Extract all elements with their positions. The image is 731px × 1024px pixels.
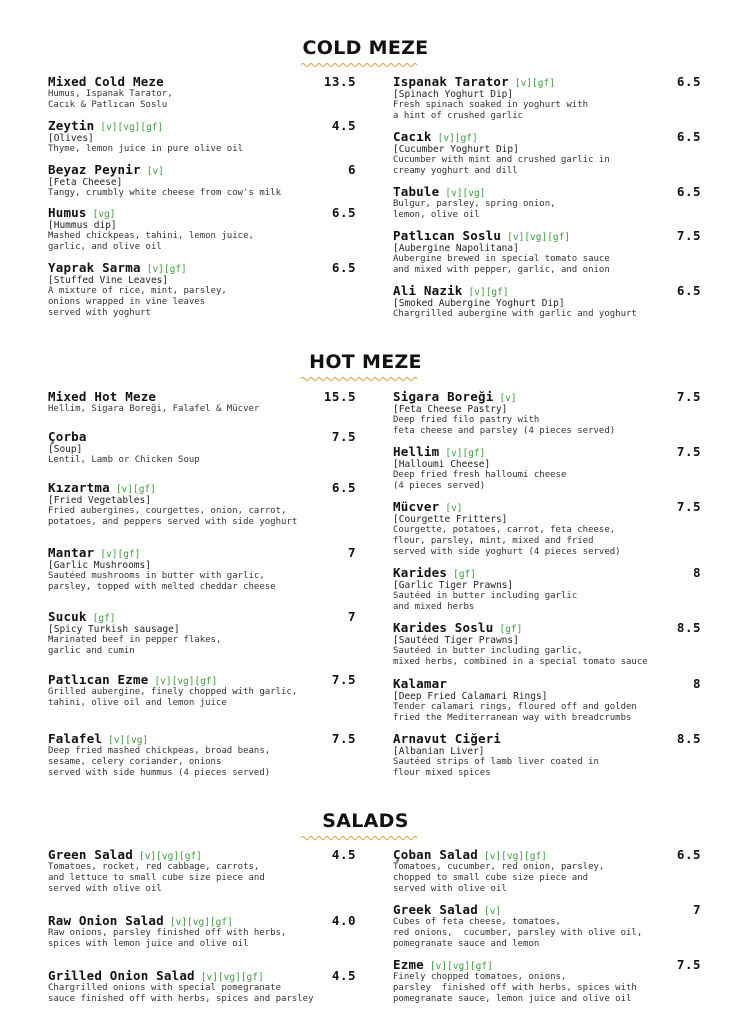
menu-item-price: 4.5 <box>331 118 356 133</box>
menu-item-description: Aubergine brewed in special tomato sauce and mixed with pepper, garlic, and onion <box>393 254 610 275</box>
menu-item <box>48 162 356 199</box>
menu-item-name: Yaprak Sarma <box>48 260 141 275</box>
menu-item-name: Karides <box>393 565 448 580</box>
menu-item-price: 15.5 <box>323 389 356 404</box>
menu-item <box>393 565 701 613</box>
menu-item-description: Deep fried filo pastry with feta cheese and parsley (4 pieces served) <box>393 415 616 436</box>
dietary-tags: [v][vg] <box>108 735 149 746</box>
dietary-tags: [v][vg][gf] <box>138 851 202 862</box>
menu-item-price: 6.5 <box>331 260 356 275</box>
menu-item-name: Ezme <box>393 957 424 972</box>
menu-item <box>48 968 356 1005</box>
menu-item-subtitle: [Feta Cheese] <box>48 177 123 188</box>
menu-item-subtitle: [Garlic Tiger Prawns] <box>393 580 514 591</box>
menu-item-description: Mashed chickpeas, tahini, lemon juice, garlic, and olive oil <box>48 231 254 252</box>
menu-item-name: Karides Soslu <box>393 620 494 635</box>
dietary-tags: [v][vg][gf] <box>200 972 264 983</box>
menu-item-price: 8 <box>692 676 701 691</box>
menu-item-price: 6.5 <box>331 480 356 495</box>
menu-item-description: Hellim, Sigara Boreği, Falafel & Mücver <box>48 404 260 414</box>
dietary-tags: [v] <box>445 503 463 514</box>
menu-item-price: 6.5 <box>676 184 701 199</box>
menu-item-header <box>393 389 701 404</box>
menu-item-header <box>393 283 701 298</box>
menu-item <box>48 118 356 155</box>
menu-item-subtitle: [Sautéed Tiger Prawns] <box>393 635 519 646</box>
menu-item-description: Sautéed in butter including garlic and mixed herbs <box>393 591 578 612</box>
dietary-tags: [v][vg][gf] <box>100 122 164 133</box>
menu-item-header <box>48 429 356 444</box>
menu-item-name: Mixed Cold Meze <box>48 74 164 89</box>
menu-item-price: 7.5 <box>676 444 701 459</box>
menu-item-name: Mantar <box>48 545 95 560</box>
salads-title: SALADS <box>322 810 409 832</box>
menu-item-price: 7 <box>347 609 356 624</box>
menu-item-header <box>48 205 356 220</box>
dietary-tags: [v][gf] <box>514 78 555 89</box>
menu-item-subtitle: [Courgette Fritters] <box>393 514 508 525</box>
menu-item-price: 6.5 <box>676 74 701 89</box>
dietary-tags: [v] <box>483 906 502 917</box>
dietary-tags: [v][vg][gf] <box>429 961 493 972</box>
menu-item-name: Patlıcan Soslu <box>393 228 502 243</box>
menu-item-description: Sautéed mushrooms in butter with garlic, parsley, topped with melted cheddar cheese <box>48 571 276 592</box>
menu-item-name: Humus <box>48 205 87 220</box>
menu-item-description: Grilled aubergine, finely chopped with garlic, tahini, olive oil and lemon juice <box>48 687 298 708</box>
dietary-tags: [v][vg][gf] <box>169 917 233 928</box>
menu-item <box>48 731 356 779</box>
menu-item-price: 4.0 <box>331 913 356 928</box>
wavy-divider-icon <box>301 835 419 841</box>
menu-item-name: Kızartma <box>48 480 110 495</box>
menu-item-price: 4.5 <box>331 847 356 862</box>
menu-item-subtitle: [Aubergine Napolitana] <box>393 243 519 254</box>
menu-item-description: Chargrilled onions with special pomegranate sauce finished off with herbs, spices and parsley <box>48 983 314 1004</box>
menu-item-name: Green Salad <box>48 847 133 862</box>
menu-item-name: Falafel <box>48 731 103 746</box>
dietary-tags: [gf] <box>453 569 476 580</box>
menu-item-price: 6.5 <box>331 205 356 220</box>
menu-item-subtitle: [Halloumi Cheese] <box>393 459 491 470</box>
dietary-tags: [v][vg][gf] <box>483 851 547 862</box>
menu-item <box>48 913 356 950</box>
menu-item <box>48 260 356 319</box>
dietary-tags: [v][gf] <box>445 448 486 459</box>
menu-item-header <box>48 260 356 275</box>
menu-item-subtitle: [Stuffed Vine Leaves] <box>48 275 169 286</box>
menu-item-price: 7.5 <box>676 957 701 972</box>
menu-item-name: Beyaz Peynir <box>48 162 141 177</box>
menu-item-header <box>48 913 356 928</box>
menu-item-price: 6 <box>347 162 356 177</box>
dietary-tags: [v][gf] <box>468 287 509 298</box>
menu-item-price: 7.5 <box>676 389 701 404</box>
menu-item-description: Bulgur, parsley, spring onion, lemon, olive oil <box>393 199 556 220</box>
menu-item <box>393 847 701 895</box>
menu-item-name: Grilled Onion Salad <box>48 968 195 983</box>
wavy-divider-icon <box>301 62 419 68</box>
dietary-tags: [v][vg][gf] <box>154 676 218 687</box>
dietary-tags: [vg] <box>92 209 116 220</box>
menu-item <box>393 957 701 1005</box>
menu-item-subtitle: [Cucumber Yoghurt Dip] <box>393 144 519 155</box>
menu-item <box>393 676 701 724</box>
menu-item-description: Marinated beef in pepper flakes, garlic and cumin <box>48 635 222 656</box>
menu-item-description: Deep fried fresh halloumi cheese (4 pieces served) <box>393 470 567 491</box>
menu-item-name: Hellim <box>393 444 440 459</box>
menu-item-description: Thyme, lemon juice in pure olive oil <box>48 144 244 154</box>
menu-item-header <box>393 676 701 691</box>
menu-item-description: Tangy, crumbly white cheese from cow's milk <box>48 188 281 198</box>
menu-item-price: 7 <box>347 545 356 560</box>
menu-item-description: A mixture of rice, mint, parsley, onions wrapped in vine leaves served with yoghurt <box>48 286 227 318</box>
dietary-tags: [v][gf] <box>100 549 141 560</box>
menu-item-description: Deep fried mashed chickpeas, broad beans, sesame, celery coriander, onions served with side hummus (4 pieces served) <box>48 746 271 778</box>
menu-item-name: Raw Onion Salad <box>48 913 164 928</box>
menu-item-header <box>48 609 356 624</box>
menu-item-price: 8 <box>692 565 701 580</box>
wavy-divider-icon <box>301 376 419 382</box>
menu-item <box>393 283 701 320</box>
menu-item <box>393 499 701 558</box>
menu-item-header <box>48 162 356 177</box>
menu-item-subtitle: [Garlic Mushrooms] <box>48 560 151 571</box>
menu-item-header <box>48 118 356 133</box>
menu-item-description: Fresh spinach soaked in yoghurt with a hint of crushed garlic <box>393 100 589 121</box>
menu-item-header <box>393 184 701 199</box>
dietary-tags: [v][gf] <box>146 264 187 275</box>
menu-item-description: Cubes of feta cheese, tomatoes, red onions, cucumber, parsley with olive oil, pomegranate sauce and lemon <box>393 917 643 949</box>
menu-item-header <box>393 499 701 514</box>
hot-meze-title: HOT MEZE <box>309 351 422 373</box>
menu-item-header <box>48 731 356 746</box>
menu-item <box>48 545 356 593</box>
dietary-tags: [v][gf] <box>437 133 478 144</box>
menu-item <box>48 205 356 253</box>
menu-item-header <box>393 957 701 972</box>
menu-item-name: Zeytin <box>48 118 95 133</box>
menu-item <box>393 389 701 437</box>
menu-item-name: Ispanak Tarator <box>393 74 509 89</box>
menu-item <box>393 184 701 221</box>
menu-item-name: Mixed Hot Meze <box>48 389 157 404</box>
menu-item-header <box>393 565 701 580</box>
menu-item-description: Humus, Ispanak Tarator, Cacık & Patlıcan Soslu <box>48 89 173 110</box>
dietary-tags: [v][vg] <box>445 188 486 199</box>
menu-item-description: Chargrilled aubergine with garlic and yoghurt <box>393 309 637 319</box>
dietary-tags: [v] <box>146 166 164 177</box>
menu-item-price: 6.5 <box>676 847 701 862</box>
menu-item-subtitle: [Deep Fried Calamari Rings] <box>393 691 548 702</box>
menu-item <box>393 902 701 950</box>
cold-meze-title: COLD MEZE <box>302 37 429 59</box>
menu-item-description: Sautéed strips of lamb liver coated in flour mixed spices <box>393 757 599 778</box>
menu-item-description: Raw onions, parsley finished off with herbs, spices with lemon juice and olive oil <box>48 928 287 949</box>
menu-item-name: Arnavut Ciğeri <box>393 731 502 746</box>
menu-item-subtitle: [Feta Cheese Pastry] <box>393 404 508 415</box>
menu-item-description: Courgette, potatoes, carrot, feta cheese, flour, parsley, mint, mixed and fried served with side yoghurt (4 pieces served) <box>393 525 621 557</box>
menu-item-subtitle: [Spinach Yoghurt Dip] <box>393 89 514 100</box>
menu-item-description: Sautéed in butter including garlic, mixed herbs, combined in a special tomato sauce <box>393 646 648 667</box>
menu-item-name: Çoban Salad <box>393 847 478 862</box>
menu-item <box>48 480 356 528</box>
menu-item-header <box>48 847 356 862</box>
menu-item <box>393 731 701 779</box>
menu-item-header <box>48 389 356 404</box>
menu-item-price: 7 <box>692 902 701 917</box>
menu-item-header <box>48 672 356 687</box>
menu-item-subtitle: [Albanian Liver] <box>393 746 485 757</box>
menu-item-header <box>393 228 701 243</box>
menu-item-header <box>48 968 356 983</box>
menu-item-name: Tabule <box>393 184 440 199</box>
menu-item-header <box>393 847 701 862</box>
menu-item-price: 6.5 <box>676 129 701 144</box>
menu-item-price: 7.5 <box>331 731 356 746</box>
menu-item-header <box>48 480 356 495</box>
menu-item <box>393 620 701 668</box>
menu-item-price: 4.5 <box>331 968 356 983</box>
menu-item-name: Ali Nazik <box>393 283 463 298</box>
menu-item-name: Sucuk <box>48 609 87 624</box>
menu-item <box>393 444 701 492</box>
menu-item <box>48 847 356 895</box>
menu-item-subtitle: [Fried Vegetables] <box>48 495 151 506</box>
menu-item-description: Tender calamari rings, floured off and golden fried the Mediterranean way with breadcrumbs <box>393 702 637 723</box>
menu-item-price: 7.5 <box>331 429 356 444</box>
menu-item-subtitle: [Soup] <box>48 444 83 455</box>
menu-item-header <box>393 444 701 459</box>
menu-item-description: Tomatoes, rocket, red cabbage, carrots, and lettuce to small cube size piece and served with olive oil <box>48 862 265 894</box>
menu-item-price: 8.5 <box>676 731 701 746</box>
menu-item-header <box>393 74 701 89</box>
menu-item-subtitle: [Smoked Aubergine Yoghurt Dip] <box>393 298 565 309</box>
menu-item-name: Kalamar <box>393 676 448 691</box>
menu-item-subtitle: [Spicy Turkish sausage] <box>48 624 180 635</box>
menu-item-header <box>48 74 356 89</box>
menu-item-name: Greek Salad <box>393 902 478 917</box>
menu-item-price: 7.5 <box>331 672 356 687</box>
menu-item-subtitle: [Hummus dip] <box>48 220 117 231</box>
menu-item-description: Finely chopped tomatoes, onions, parsley finished off with herbs, spices with pomegranate sauce, lemon juice and olive oil <box>393 972 637 1004</box>
menu-item-price: 8.5 <box>676 620 701 635</box>
menu-item-description: Fried aubergines, courgettes, onion, carrot, potatoes, and peppers served with side yoghurt <box>48 506 298 527</box>
menu-item-description: Cucumber with mint and crushed garlic in creamy yoghurt and dill <box>393 155 610 176</box>
menu-item-name: Çorba <box>48 429 87 444</box>
menu-item-header <box>393 902 701 917</box>
menu-item-price: 13.5 <box>323 74 356 89</box>
dietary-tags: [v] <box>499 393 517 404</box>
menu-item <box>393 129 701 177</box>
menu-item <box>48 74 356 111</box>
dietary-tags: [v][vg][gf] <box>507 232 571 243</box>
dietary-tags: [gf] <box>92 613 116 624</box>
menu-item-price: 6.5 <box>676 283 701 298</box>
menu-item-name: Cacık <box>393 129 432 144</box>
dietary-tags: [gf] <box>499 624 523 635</box>
menu-item-name: Mücver <box>393 499 440 514</box>
menu-item-description: Tomatoes, cucumber, red onion, parsley, chopped to small cube size piece and served with olive oil <box>393 862 605 894</box>
menu-item-subtitle: [Olives] <box>48 133 94 144</box>
menu-item-price: 7.5 <box>676 228 701 243</box>
menu-item <box>48 672 356 709</box>
menu-item <box>48 609 356 657</box>
menu-item <box>393 74 701 122</box>
menu-item <box>48 389 356 415</box>
menu-item-header <box>393 129 701 144</box>
menu-item <box>393 228 701 276</box>
dietary-tags: [v][gf] <box>115 484 156 495</box>
menu-item-header <box>48 545 356 560</box>
menu-item <box>48 429 356 466</box>
menu-item-price: 7.5 <box>676 499 701 514</box>
menu-item-name: Patlıcan Ezme <box>48 672 149 687</box>
menu-item-header <box>393 620 701 635</box>
menu-item-name: Sigara Boreği <box>393 389 494 404</box>
menu-item-header <box>393 731 701 746</box>
menu-item-description: Lentil, Lamb or Chicken Soup <box>48 455 200 465</box>
